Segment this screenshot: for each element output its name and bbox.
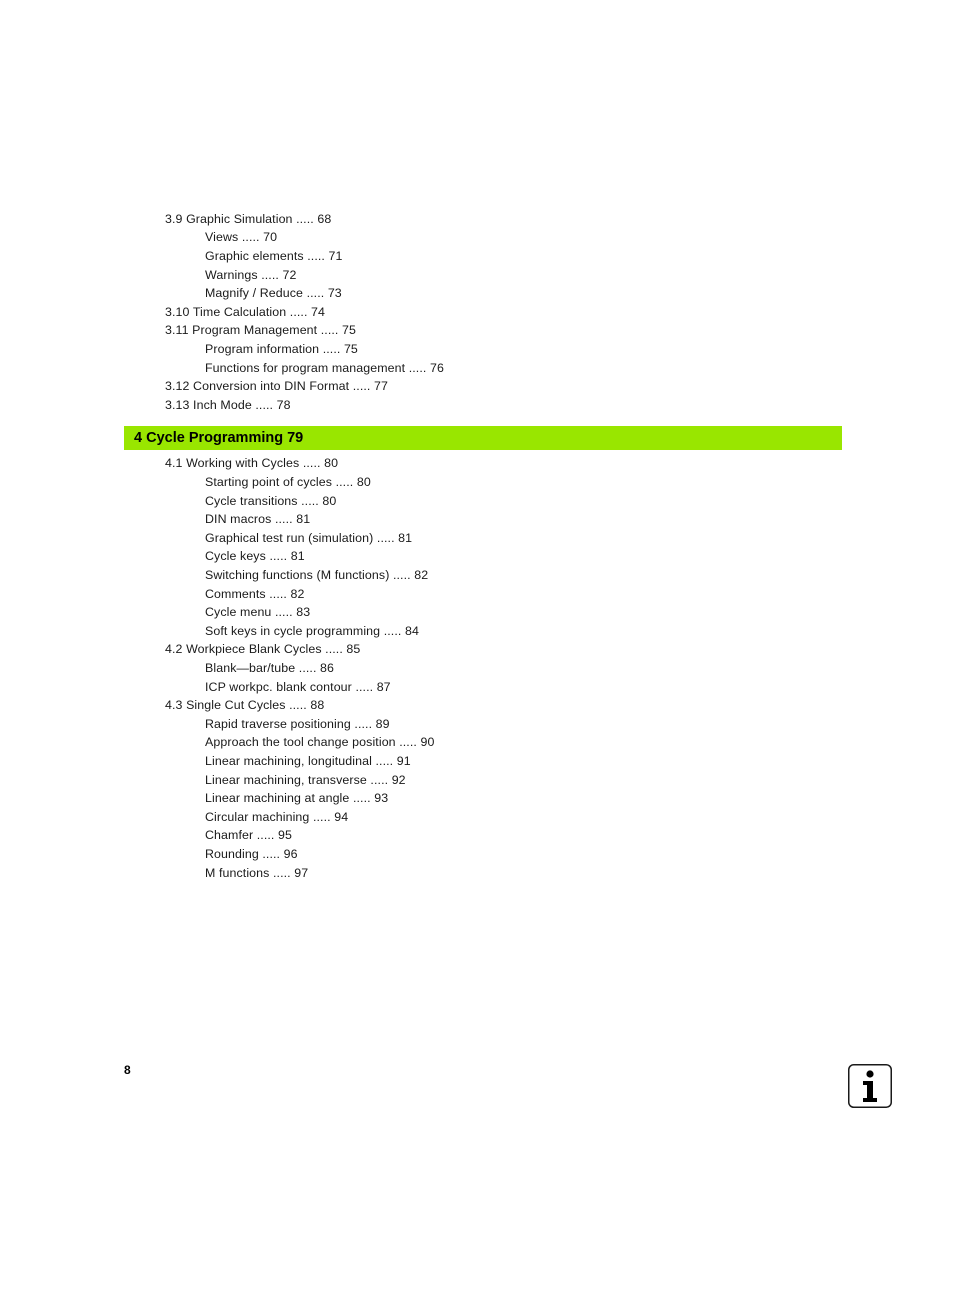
toc-entry[interactable]: Rapid traverse positioning ..... 89: [205, 717, 390, 731]
toc-entry[interactable]: 3.9 Graphic Simulation ..... 68: [165, 212, 332, 226]
toc-entry[interactable]: 3.11 Program Management ..... 75: [165, 323, 356, 337]
toc-entry[interactable]: Warnings ..... 72: [205, 268, 297, 282]
toc-entry[interactable]: M functions ..... 97: [205, 866, 309, 880]
toc-entry[interactable]: Graphic elements ..... 71: [205, 249, 343, 263]
toc-entry[interactable]: Switching functions (M functions) ..... 82: [205, 568, 429, 582]
toc-entry[interactable]: Approach the tool change position ..... 90: [205, 735, 435, 749]
info-icon: [848, 1064, 892, 1108]
toc-entry[interactable]: Cycle menu ..... 83: [205, 605, 311, 619]
toc-entry[interactable]: Functions for program management ..... 76: [205, 361, 444, 375]
toc-entry[interactable]: Linear machining, transverse ..... 92: [205, 773, 406, 787]
chapter-heading-bar[interactable]: [124, 426, 842, 450]
toc-entry[interactable]: DIN macros ..... 81: [205, 512, 311, 526]
toc-entry[interactable]: 3.12 Conversion into DIN Format ..... 77: [165, 379, 388, 393]
toc-entry[interactable]: Starting point of cycles ..... 80: [205, 475, 371, 489]
toc-entry[interactable]: 3.13 Inch Mode ..... 78: [165, 398, 291, 412]
toc-entry[interactable]: Views ..... 70: [205, 230, 278, 244]
toc-entry[interactable]: ICP workpc. blank contour ..... 87: [205, 680, 391, 694]
toc-entry[interactable]: Comments ..... 82: [205, 587, 305, 601]
toc-entry[interactable]: Blank—bar/tube ..... 86: [205, 661, 335, 675]
toc-entry[interactable]: Chamfer ..... 95: [205, 828, 292, 842]
toc-entry[interactable]: 3.10 Time Calculation ..... 74: [165, 305, 326, 319]
toc-entry[interactable]: 4.3 Single Cut Cycles ..... 88: [165, 698, 325, 712]
toc-entry[interactable]: Program information ..... 75: [205, 342, 358, 356]
chapter-title: 4 Cycle Programming 79: [134, 430, 304, 446]
toc-entry[interactable]: Magnify / Reduce ..... 73: [205, 286, 342, 300]
toc-entry[interactable]: Rounding ..... 96: [205, 847, 298, 861]
toc-entry[interactable]: 4.2 Workpiece Blank Cycles ..... 85: [165, 642, 361, 656]
toc-entry[interactable]: Cycle keys ..... 81: [205, 549, 305, 563]
toc-entry[interactable]: Circular machining ..... 94: [205, 810, 349, 824]
toc-entry[interactable]: Graphical test run (simulation) ..... 81: [205, 531, 413, 545]
toc-entry[interactable]: 4.1 Working with Cycles ..... 80: [165, 456, 339, 470]
toc-entry[interactable]: Cycle transitions ..... 80: [205, 494, 337, 508]
toc-entry[interactable]: Linear machining at angle ..... 93: [205, 791, 389, 805]
page-number: 8: [124, 1063, 131, 1077]
toc-entry[interactable]: Soft keys in cycle programming ..... 84: [205, 624, 419, 638]
toc-entry[interactable]: Linear machining, longitudinal ..... 91: [205, 754, 411, 768]
